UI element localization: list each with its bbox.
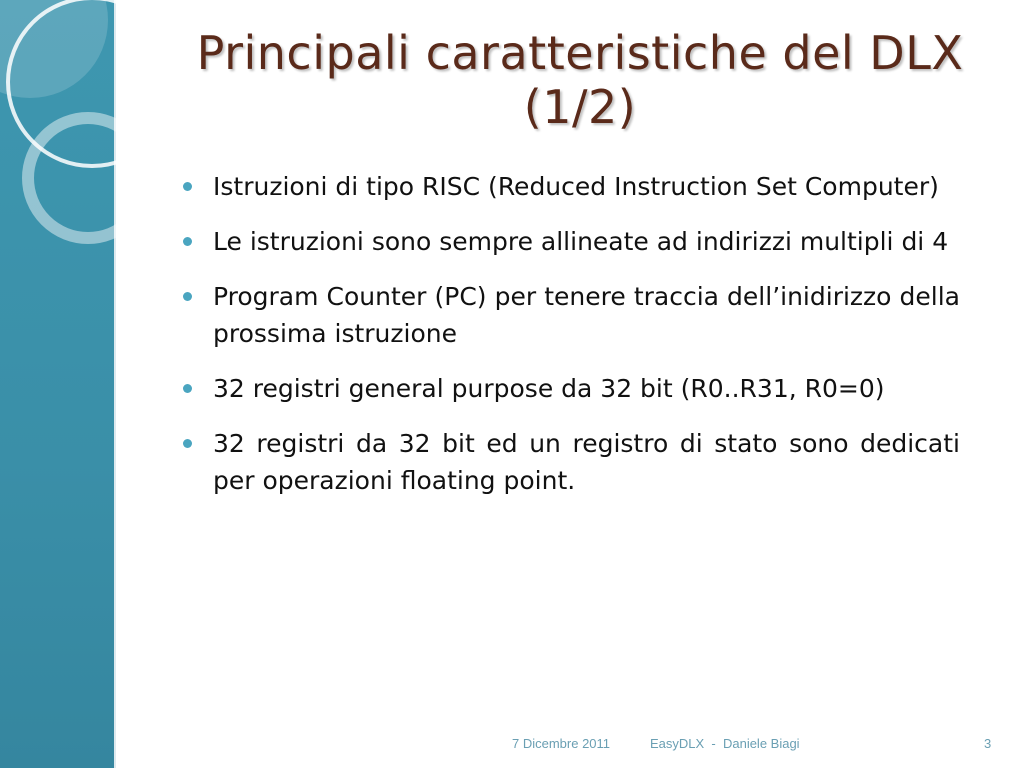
bullet-icon bbox=[183, 439, 192, 448]
bullet-text: Program Counter (PC) per tenere traccia dell’inidirizzo della prossima istruzione bbox=[213, 282, 960, 348]
bullet-icon bbox=[183, 384, 192, 393]
bullet-list bbox=[178, 168, 960, 517]
bullet-text: Le istruzioni sono sempre allineate ad indirizzi multipli di 4 bbox=[213, 227, 949, 256]
bullet-icon bbox=[183, 237, 192, 246]
slide-number: 3 bbox=[984, 736, 992, 751]
deco-circle-ring-small bbox=[28, 118, 148, 238]
decorative-circles bbox=[0, 0, 180, 300]
bullet-icon bbox=[183, 182, 192, 191]
bullet-text: Istruzioni di tipo RISC (Reduced Instruction Set Computer) bbox=[213, 172, 939, 201]
bullet-icon bbox=[183, 292, 192, 301]
footer-date: 7 Dicembre 2011 bbox=[512, 736, 611, 751]
list-item bbox=[178, 370, 960, 407]
bullet-text: 32 registri da 32 bit ed un registro di stato sono dedicati per operazioni floating point. bbox=[213, 429, 960, 495]
list-item bbox=[178, 278, 960, 352]
list-item bbox=[178, 425, 960, 499]
list-item bbox=[178, 168, 960, 205]
footer-author: EasyDLX - Daniele Biagi bbox=[650, 736, 800, 751]
slide-title: Principali caratteristiche del DLX (1/2) bbox=[196, 26, 964, 134]
bullet-text: 32 registri general purpose da 32 bit (R0..R31, R0=0) bbox=[213, 374, 885, 403]
list-item bbox=[178, 223, 960, 260]
